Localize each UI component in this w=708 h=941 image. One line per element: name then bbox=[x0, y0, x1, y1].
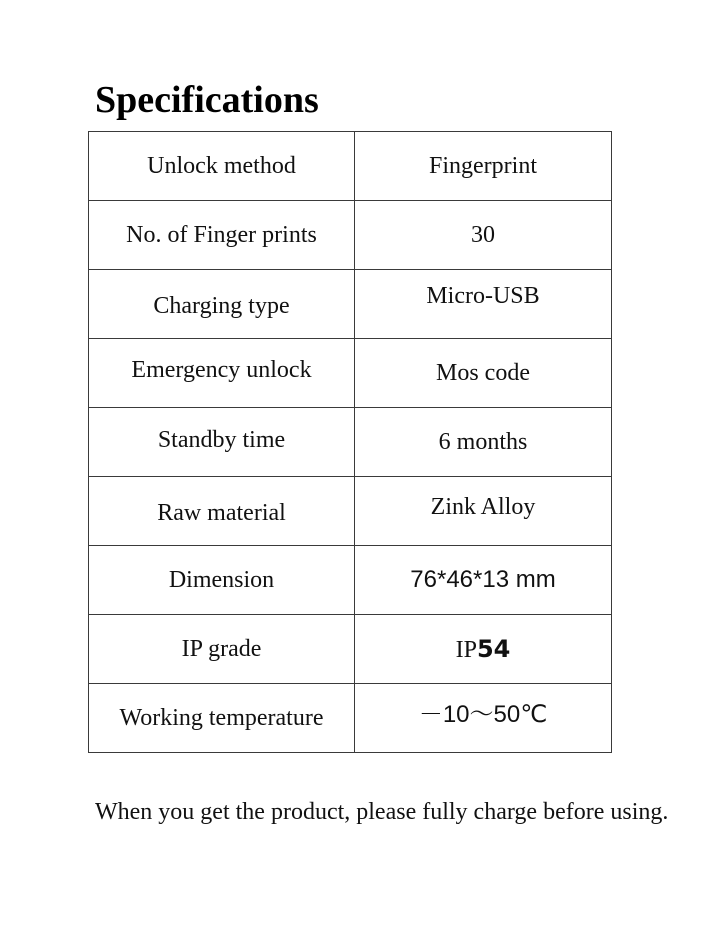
spec-label-charging-type-text: Charging type bbox=[153, 293, 290, 319]
page-title: Specifications bbox=[95, 79, 319, 121]
spec-value-unlock-method: Fingerprint bbox=[355, 132, 612, 201]
spec-label-standby-time-text: Standby time bbox=[157, 427, 286, 453]
spec-value-dimension: 76*46*13 mm bbox=[355, 546, 612, 615]
spec-label-emergency-unlock-text: Emergency unlock bbox=[131, 357, 312, 383]
specifications-table bbox=[88, 131, 612, 753]
spec-label-raw-material-text: Raw material bbox=[157, 500, 286, 526]
spec-label-charging-type bbox=[89, 270, 355, 339]
table-row bbox=[89, 615, 612, 684]
spec-value-ip-grade bbox=[355, 615, 612, 684]
table-row bbox=[89, 546, 612, 615]
table-row bbox=[89, 201, 612, 270]
table-row bbox=[89, 408, 612, 477]
spec-value-charging-type-text: Micro-USB bbox=[426, 283, 540, 309]
table-row bbox=[89, 339, 612, 408]
spec-label-dimension: Dimension bbox=[89, 546, 355, 615]
spec-label-finger-prints: No. of Finger prints bbox=[89, 201, 355, 270]
spec-value-working-temperature bbox=[355, 684, 612, 753]
spec-label-raw-material bbox=[89, 477, 355, 546]
table-row bbox=[89, 270, 612, 339]
spec-value-charging-type bbox=[355, 270, 612, 339]
table-row bbox=[89, 477, 612, 546]
ip-grade-prefix: IP bbox=[455, 636, 477, 663]
spec-value-emergency-unlock: Mos code bbox=[355, 339, 612, 408]
spec-value-finger-prints: 30 bbox=[355, 201, 612, 270]
spec-label-working-temperature: Working temperature bbox=[89, 684, 355, 753]
spec-value-standby-time: 6 months bbox=[355, 408, 612, 477]
spec-label-unlock-method: Unlock method bbox=[89, 132, 355, 201]
ip-grade-number: 54 bbox=[476, 634, 511, 663]
charging-note: When you get the product, please fully charge before using. bbox=[95, 799, 669, 825]
spec-value-raw-material-text: Zink Alloy bbox=[430, 494, 536, 520]
spec-value-raw-material bbox=[355, 477, 612, 546]
spec-value-working-temperature-text: －10～50℃ bbox=[418, 701, 548, 728]
spec-label-emergency-unlock bbox=[89, 339, 355, 408]
table-row bbox=[89, 132, 612, 201]
table-row bbox=[89, 684, 612, 753]
spec-label-standby-time bbox=[89, 408, 355, 477]
spec-label-ip-grade: IP grade bbox=[89, 615, 355, 684]
